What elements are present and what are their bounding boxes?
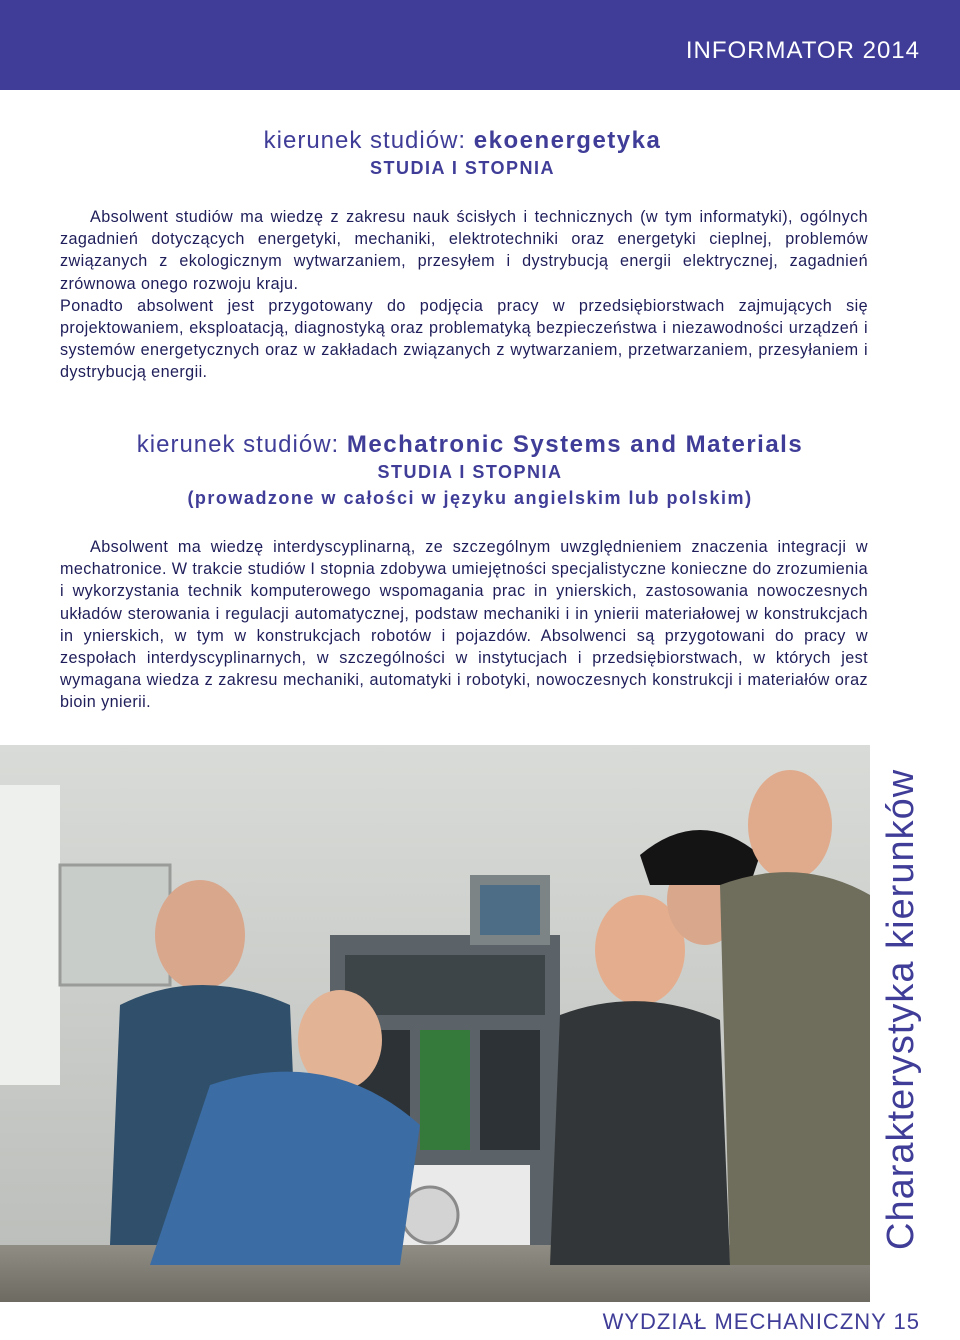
section1-body [60, 206, 868, 384]
section1-paragraph-1: Absolwent studiów ma wiedzę z zakresu nauk ścisłych i technicznych (w tym informatyki), ogólnych zagadnień dotyczących energetyki, mechaniki, elektrotechniki oraz energetyki cieplnej, problemów związanych z ekologicznym wytwarzaniem, przesyłem i dystrybucją energii elektrycznej, zagadnień zrównowa onego rozwoju kraju. [60, 208, 868, 293]
page-footer: WYDZIAŁ MECHANICZNY 15 [602, 1309, 920, 1334]
section2-title [0, 431, 940, 459]
section2-level: STUDIA I STOPNIA [377, 462, 563, 482]
section2-note: (prowadzone w całości w języku angielskim lub polskim) [187, 488, 753, 508]
section2-body: Absolwent ma wiedzę interdyscyplinarną, ze szczególnym uwzględnieniem znaczenia integracji w mechatronice. W trakcie studiów I stopnia zdobywa umiejętności specjalistyczne konieczne do zrozumienia i wykorzystania technik komputerowego wspomagania prac in ynierskich, zastosowania nowoczesnych układów sterowania i regulacji automatycznej, podstaw mechaniki i in ynierii materiałowej w konstrukcjach in ynierskich, w tym w konstrukcjach robotów i pojazdów. Absolwenci są przygotowani do pracy w zespołach interdyscyplinarnych, w szczególności w instytucjach i przedsiębiorstwach, w których jest wymagana wiedza z zakresu mechaniki, automatyki i robotyki, nowoczesnych konstrukcji i materiałów oraz bioin ynierii. [60, 538, 868, 712]
section1-title [0, 127, 925, 155]
section1-prefix: kierunek studiów: [263, 127, 474, 154]
section2-prefix: kierunek studiów: [136, 431, 347, 458]
section1-level: STUDIA I STOPNIA [369, 158, 555, 178]
header-bar [0, 0, 960, 90]
section1-name: ekoenergetyka [473, 127, 662, 154]
students-photo [0, 745, 870, 1302]
students-photo-illustration [0, 745, 870, 1302]
side-label: Charakterystyka kierunków [880, 768, 922, 1250]
section1-paragraph-2: Ponadto absolwent jest przygotowany do podjęcia pracy w przedsiębiorstwach zajmujących się projektowaniem, eksploatacją, diagnostyką oraz problematyką bezpieczeństwa i niezawodności urządzeń i systemów energetycznych oraz w zakładach związanych z wytwarzaniem, przetwarzaniem, przesyłaniem i dystrybucją energii. [60, 296, 868, 382]
publication-title: INFORMATOR 2014 [685, 37, 920, 64]
section2-name: Mechatronic Systems and Materials [346, 431, 804, 458]
